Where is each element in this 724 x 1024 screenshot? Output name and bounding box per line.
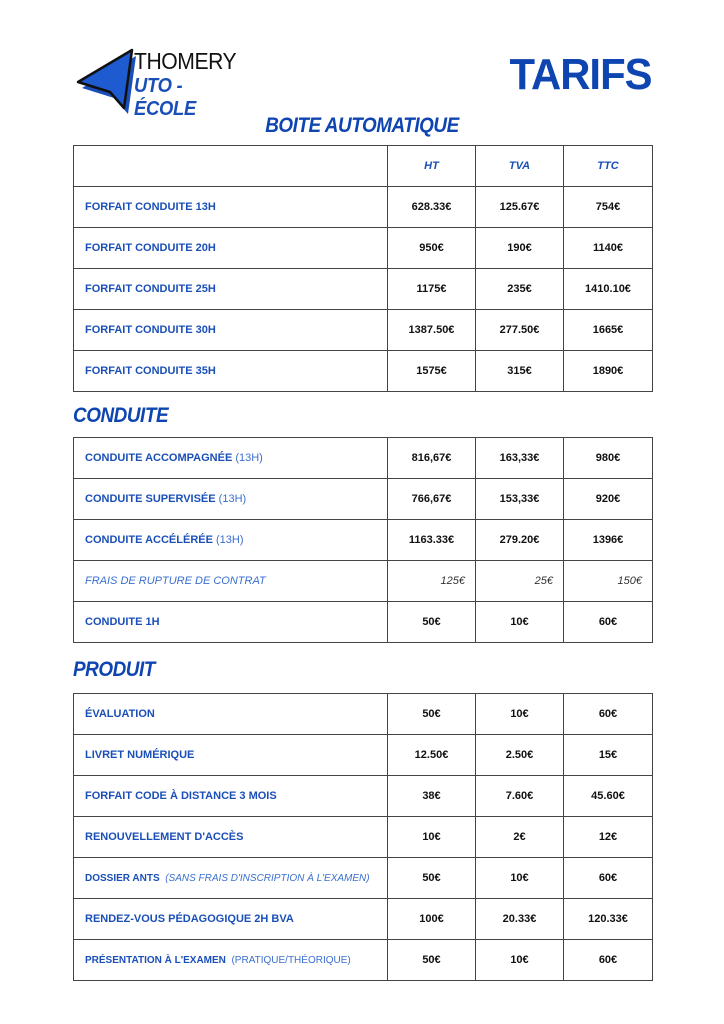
row-note: (13H) xyxy=(235,452,263,464)
row-label: RENOUVELLEMENT D'ACCÈS xyxy=(74,817,388,858)
price-table-boite-automatique xyxy=(73,145,653,392)
row-label: PRÉSENTATION À L'EXAMEN xyxy=(85,954,226,966)
price-ttc: 920€ xyxy=(564,479,653,520)
price-tva: 163,33€ xyxy=(476,438,564,479)
price-tva: 10€ xyxy=(476,694,564,735)
table-row xyxy=(74,479,653,520)
price-tva: 277.50€ xyxy=(476,310,564,351)
column-header-ttc: TTC xyxy=(564,146,653,187)
row-label: CONDUITE ACCÉLÉRÉE xyxy=(85,534,213,546)
table-row xyxy=(74,187,653,228)
price-ht: 125€ xyxy=(388,561,476,602)
table-row xyxy=(74,520,653,561)
row-label: ÉVALUATION xyxy=(74,694,388,735)
table-row xyxy=(74,228,653,269)
price-ht: 10€ xyxy=(388,817,476,858)
price-ttc: 60€ xyxy=(564,940,653,981)
price-tva: 10€ xyxy=(476,858,564,899)
price-ht: 1163.33€ xyxy=(388,520,476,561)
price-ht: 50€ xyxy=(388,694,476,735)
price-ttc: 15€ xyxy=(564,735,653,776)
price-ttc: 60€ xyxy=(564,858,653,899)
price-ht: 1575€ xyxy=(388,351,476,392)
price-table-conduite xyxy=(73,437,653,643)
price-ht: 12.50€ xyxy=(388,735,476,776)
price-ttc: 60€ xyxy=(564,602,653,643)
price-ttc: 12€ xyxy=(564,817,653,858)
page-title: TARIFS xyxy=(509,50,652,99)
price-ht: 1387.50€ xyxy=(388,310,476,351)
row-label-cell xyxy=(74,940,388,981)
table-row xyxy=(74,561,653,602)
price-ht: 50€ xyxy=(388,940,476,981)
row-label-cell xyxy=(74,479,388,520)
price-ht: 38€ xyxy=(388,776,476,817)
price-ttc: 980€ xyxy=(564,438,653,479)
price-ttc: 1890€ xyxy=(564,351,653,392)
row-label: FORFAIT CONDUITE 13H xyxy=(74,187,388,228)
price-ttc: 1665€ xyxy=(564,310,653,351)
price-tva: 279.20€ xyxy=(476,520,564,561)
table-row xyxy=(74,694,653,735)
row-label: FORFAIT CONDUITE 30H xyxy=(74,310,388,351)
price-ttc: 60€ xyxy=(564,694,653,735)
row-label: FORFAIT CONDUITE 35H xyxy=(74,351,388,392)
column-header-tva: TVA xyxy=(476,146,564,187)
table-header-row xyxy=(74,146,653,187)
price-ttc: 120.33€ xyxy=(564,899,653,940)
price-tva: 7.60€ xyxy=(476,776,564,817)
price-ht: 628.33€ xyxy=(388,187,476,228)
row-note: (PRATIQUE/THÉORIQUE) xyxy=(231,954,351,966)
row-label: RENDEZ-VOUS PÉDAGOGIQUE 2H BVA xyxy=(74,899,388,940)
table-row xyxy=(74,269,653,310)
row-label: FRAIS DE RUPTURE DE CONTRAT xyxy=(74,561,388,602)
price-ttc: 1396€ xyxy=(564,520,653,561)
arrow-cursor-icon xyxy=(74,46,138,116)
price-ht: 1175€ xyxy=(388,269,476,310)
price-ht: 50€ xyxy=(388,602,476,643)
table-row xyxy=(74,438,653,479)
section-title-conduite: CONDUITE xyxy=(73,404,169,427)
price-tva: 315€ xyxy=(476,351,564,392)
price-ttc: 1140€ xyxy=(564,228,653,269)
header-empty-cell xyxy=(74,146,388,187)
price-ht: 100€ xyxy=(388,899,476,940)
row-note: (13H) xyxy=(218,493,247,505)
price-tva: 2.50€ xyxy=(476,735,564,776)
table-row xyxy=(74,776,653,817)
row-note: (SANS FRAIS D'INSCRIPTION À L'EXAMEN) xyxy=(165,872,370,884)
table-row xyxy=(74,858,653,899)
row-label: CONDUITE ACCOMPAGNÉE xyxy=(85,452,233,464)
price-tva: 2€ xyxy=(476,817,564,858)
row-label-cell xyxy=(74,858,388,899)
row-label: CONDUITE SUPERVISÉE xyxy=(85,493,216,505)
table-row xyxy=(74,602,653,643)
price-tva: 25€ xyxy=(476,561,564,602)
table-row xyxy=(74,817,653,858)
row-label: DOSSIER ANTS xyxy=(85,872,160,884)
column-header-ht: HT xyxy=(388,146,476,187)
price-tva: 190€ xyxy=(476,228,564,269)
price-ht: 816,67€ xyxy=(388,438,476,479)
row-label: LIVRET NUMÉRIQUE xyxy=(74,735,388,776)
price-table-produit xyxy=(73,693,653,981)
row-label-cell xyxy=(74,520,388,561)
table-row xyxy=(74,310,653,351)
price-ttc: 1410.10€ xyxy=(564,269,653,310)
section-title-boite-automatique: BOITE AUTOMATIQUE xyxy=(265,114,459,137)
row-label: FORFAIT CONDUITE 25H xyxy=(74,269,388,310)
price-ttc: 150€ xyxy=(564,561,653,602)
price-tva: 10€ xyxy=(476,940,564,981)
brand-logo xyxy=(74,46,254,120)
price-tva: 125.67€ xyxy=(476,187,564,228)
price-tva: 235€ xyxy=(476,269,564,310)
row-label-cell xyxy=(74,438,388,479)
brand-name-line1: THOMERY xyxy=(134,48,237,74)
row-note: (13H) xyxy=(216,534,244,546)
row-label: CONDUITE 1H xyxy=(74,602,388,643)
price-tva: 20.33€ xyxy=(476,899,564,940)
price-tva: 153,33€ xyxy=(476,479,564,520)
price-ht: 766,67€ xyxy=(388,479,476,520)
price-ht: 50€ xyxy=(388,858,476,899)
table-row xyxy=(74,899,653,940)
row-label: FORFAIT CONDUITE 20H xyxy=(74,228,388,269)
price-ttc: 754€ xyxy=(564,187,653,228)
price-tva: 10€ xyxy=(476,602,564,643)
price-ht: 950€ xyxy=(388,228,476,269)
table-row xyxy=(74,351,653,392)
table-row xyxy=(74,735,653,776)
section-title-produit: PRODUIT xyxy=(73,658,155,681)
table-row xyxy=(74,940,653,981)
brand-name-line2: UTO - ÉCOLE xyxy=(134,75,197,120)
row-label: FORFAIT CODE À DISTANCE 3 MOIS xyxy=(74,776,388,817)
price-ttc: 45.60€ xyxy=(564,776,653,817)
